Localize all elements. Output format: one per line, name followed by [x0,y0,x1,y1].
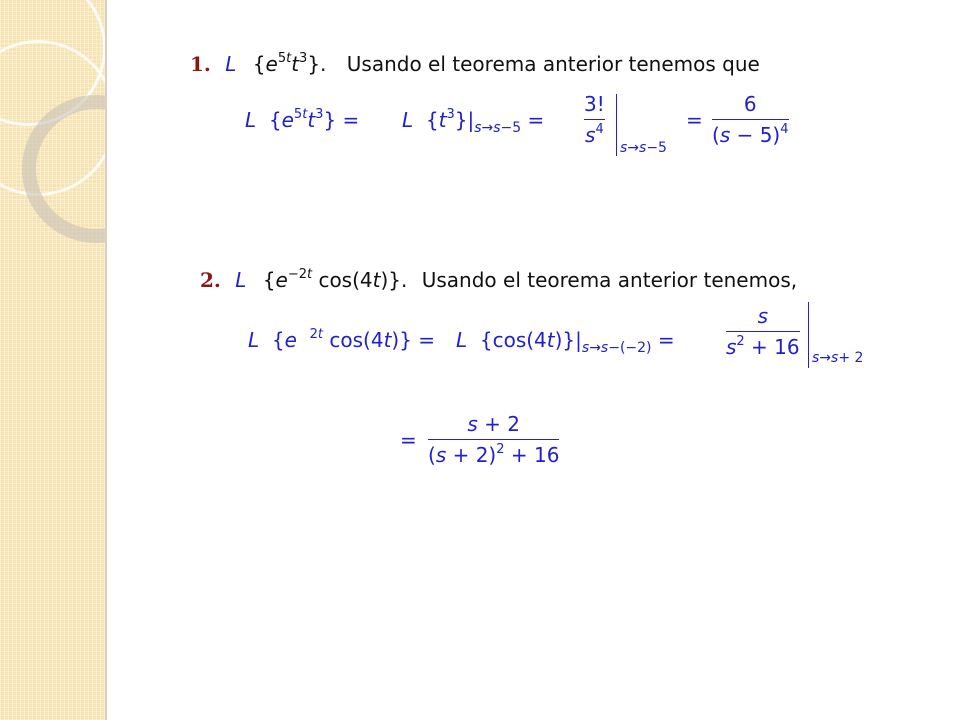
equation-lhs: L $\{e^{5t}t^3\}$ = [245,107,360,132]
problem-2-header [200,268,797,292]
equals-sign: = [686,108,703,132]
problem-number: 1. [190,52,211,76]
equals-sign: = [400,428,417,452]
decorative-sidebar [0,0,107,720]
fraction-result-2: s + 2 $(s + 2)^2 + 16$ [428,412,560,467]
fraction-result-1: 6 $(s - 5)^4$ [712,92,789,147]
problem-expression: $\{e^{5t}t^3\}$. [252,51,327,76]
laplace-operator: L [225,52,237,76]
equation-lhs-2: L {e $^{2t}$ cos(4t)} = [248,327,436,352]
evaluation-subscript: s→s+ 2 [812,350,864,366]
equation-step-2: L $\{\cos(4t)\}|_{s\to s-(-2)}$ = [456,328,675,356]
equation-step: L $\{t^3\}|_{s\to s-5}$ = [402,107,545,136]
problem-text: Usando el teorema anterior tenemos, [421,268,798,292]
problem-expression: {$e^{-2t}$ cos(4t)}. [262,267,408,292]
fraction-3fact-over-s4: 3! $s^4$ [584,92,605,147]
evaluation-bar [616,94,617,156]
evaluation-subscript: s→s−5 [620,140,667,156]
problem-1-header [190,52,760,76]
fraction-s-over-s2-16: s $s^2 + 16$ [726,304,800,359]
evaluation-bar [808,302,809,368]
laplace-operator: L [235,268,247,292]
problem-number: 2. [200,268,221,292]
problem-text: Usando el teorema anterior tenemos que [346,52,760,76]
